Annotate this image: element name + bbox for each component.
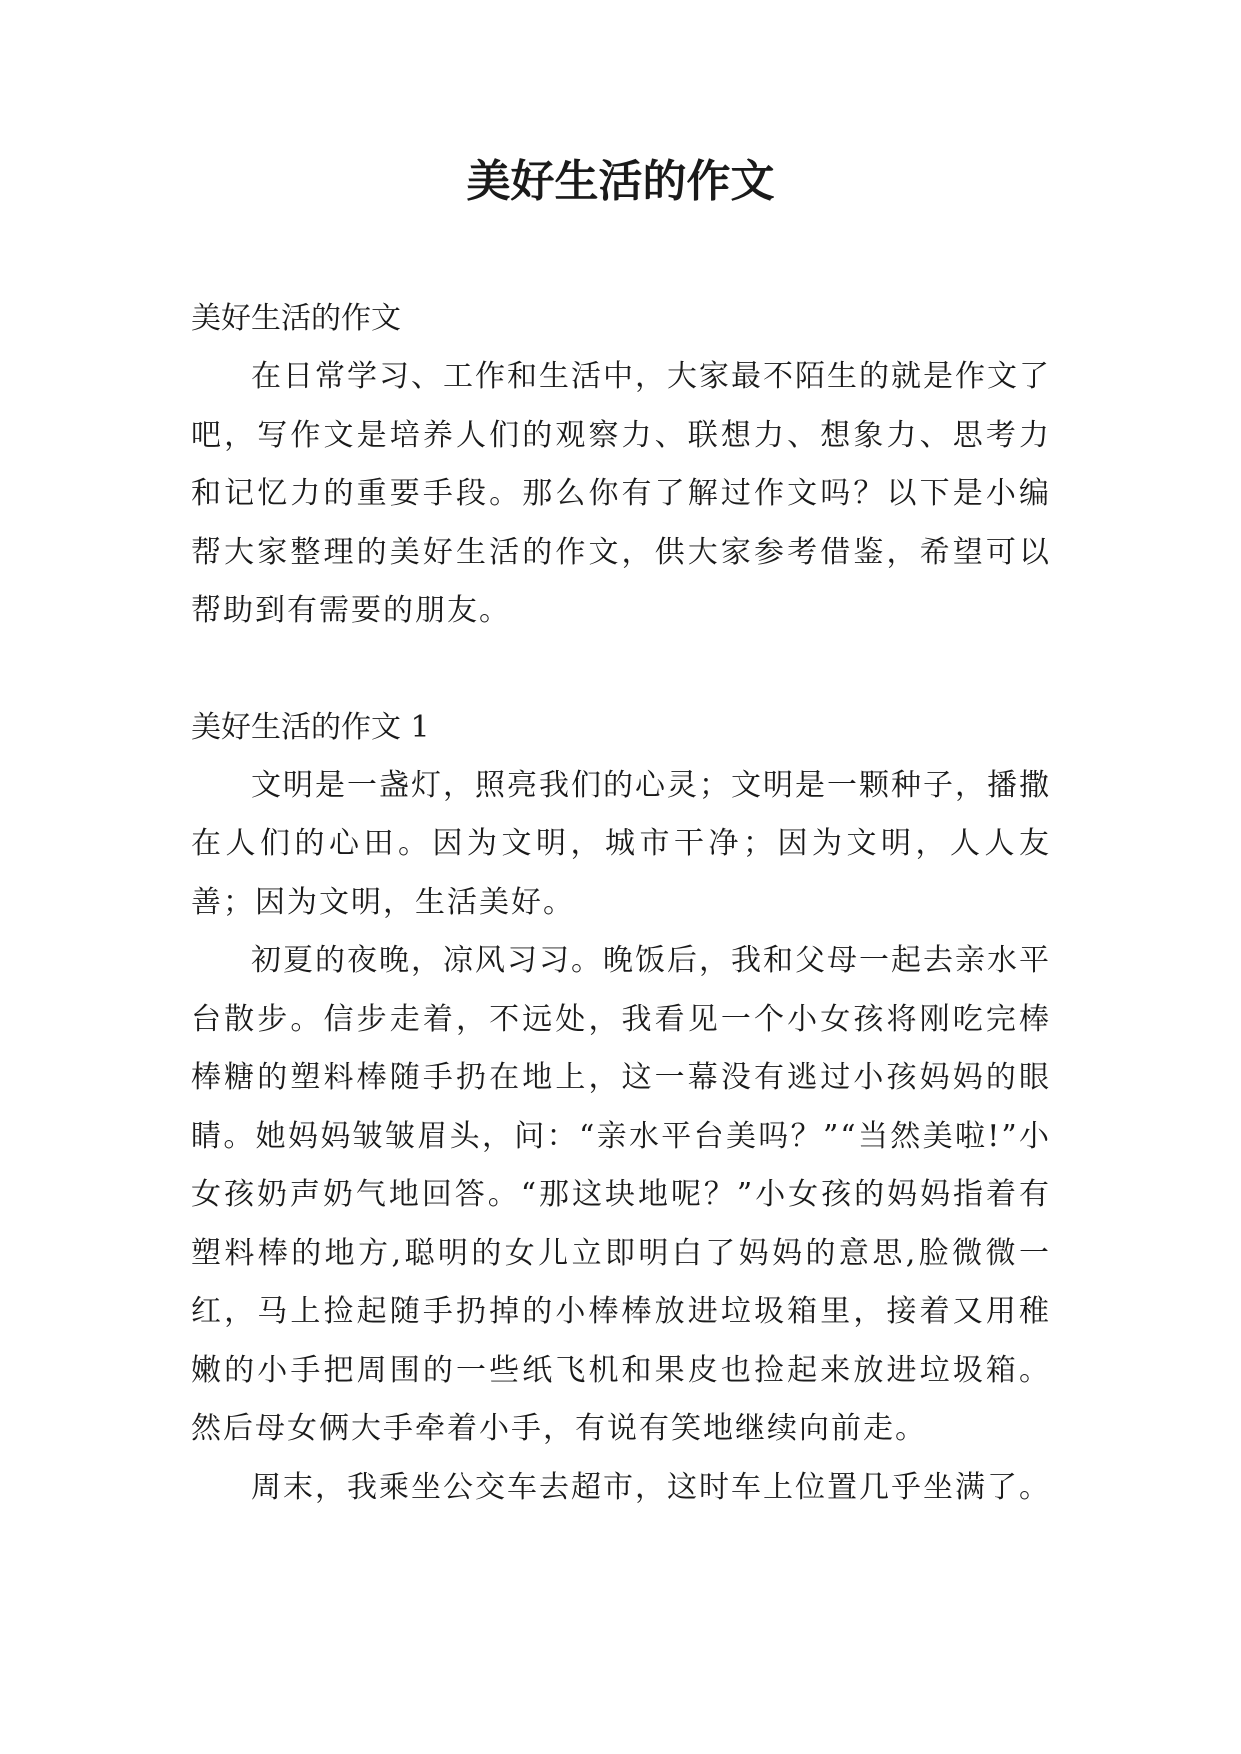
document-title: 美好生活的作文 [466, 156, 775, 207]
essay1-paragraph-3: 周末，我乘坐公交车去超市，这时车上位置几乎坐满了。 [251, 1469, 1051, 1505]
document-body [191, 290, 1051, 1517]
essay1-paragraph-2: 初夏的夜晚，凉风习习。晚饭后，我和父母一起去亲水平台散步。信步走着，不远处，我看见一个小女孩将刚吃完棒棒糖的塑料棒随手扔在地上，这一幕没有逃过小孩妈妈的眼睛。她妈妈皱皱眉头，问：“亲水平台美吗？”“当然美啦!”小女孩奶声奶气地回答。“那这块地呢？”小女孩的妈妈指着有塑料棒的地方,聪明的女儿立即明白了妈妈的意思,脸微微一红，马上捡起随手扔掉的小棒棒放进垃圾箱里，接着又用稚嫩的小手把周围的一些纸飞机和果皮也捡起来放进垃圾箱。然后母女俩大手牵着小手，有说有笑地继续向前走。 [191, 943, 1051, 1446]
section-spacer [191, 641, 1051, 699]
essay1-heading: 美好生活的作文 1 [191, 709, 430, 745]
intro-heading: 美好生活的作文 [191, 301, 401, 336]
intro-paragraph: 在日常学习、工作和生活中，大家最不陌生的就是作文了吧，写作文是培养人们的观察力、联想力、想象力、思考力和记忆力的重要手段。那么你有了解过作文吗？以下是小编帮大家整理的美好生活的作文，供大家参考借鉴，希望可以帮助到有需要的朋友。 [191, 359, 1051, 628]
essay1-paragraph-1: 文明是一盏灯，照亮我们的心灵；文明是一颗种子，播撒在人们的心田。因为文明，城市干净；因为文明，人人友善；因为文明，生活美好。 [191, 767, 1051, 920]
